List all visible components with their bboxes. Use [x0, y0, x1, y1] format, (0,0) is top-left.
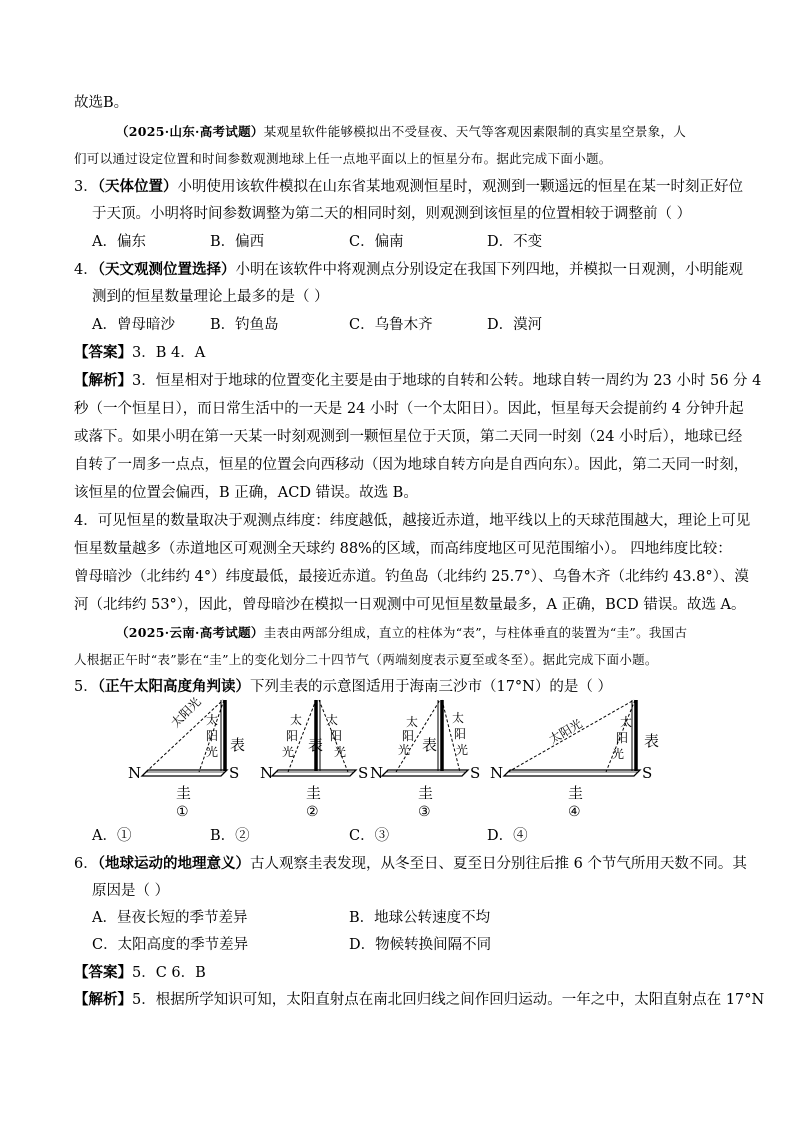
- svg-text:太阳光: 太阳光: [546, 716, 585, 747]
- svg-text:太: 太: [620, 715, 633, 729]
- passage-intro-1-cont: 们可以通过设定位置和时间参数观测地球上任一点地平面以上的恒星分布。据此完成下面小题。: [74, 151, 612, 166]
- svg-text:S: S: [642, 764, 653, 782]
- question-3-cont: 于天顶。小明将时间参数调整为第二天的相同时刻，则观测到该恒星的位置相较于调整前（ ）: [92, 206, 692, 222]
- passage-intro-1: （2025·山东·高考试题）某观星软件能够模拟出不受昼夜、天气等客观因素限制的真实星空景象，人: [116, 124, 687, 139]
- option-3a[interactable]: A．偏东: [92, 234, 146, 250]
- sunlight-label: 太阳光: [168, 694, 204, 731]
- analysis-line: 该恒星的位置会偏西，B 正确，ACD 错误。故选 B。: [74, 485, 418, 501]
- option-3b[interactable]: B．偏西: [210, 234, 265, 250]
- option-4c[interactable]: C．乌鲁木齐: [349, 317, 433, 333]
- analysis-2: 【解析】5．根据所学知识可知，太阳直射点在南北回归线之间作回归运动。一年之中，太阳直射点在 17°N: [74, 991, 765, 1008]
- question-4-cont: 测到的恒星数量理论上最多的是（ ）: [92, 289, 329, 305]
- gnomon-figure-3: [370, 700, 480, 820]
- svg-text:阳: 阳: [286, 729, 299, 743]
- option-4b[interactable]: B．钓鱼岛: [210, 317, 279, 333]
- analysis-line: 或落下。如果小明在第一天某一时刻观测到一颗恒星位于天顶，第二天同一时刻（24 小时后），地球已经: [74, 429, 743, 445]
- question-6-cont: 原因是（ ）: [92, 883, 170, 899]
- svg-text:S: S: [229, 764, 240, 782]
- answer-1: 【答案】3．B 4．A: [74, 344, 206, 361]
- svg-text:④: ④: [568, 804, 581, 820]
- svg-text:太: 太: [290, 713, 303, 727]
- svg-text:阳: 阳: [402, 729, 415, 743]
- analysis-line: 秒（一个恒星日），而日常生活中的一天是 24 小时（一个太阳日）。因此，恒星每天会提前约 4 分钟升起: [74, 401, 744, 417]
- option-5d[interactable]: D．④: [487, 828, 528, 844]
- analysis-line: 河（北纬约 53°），因此，曾母暗沙在模拟一日观测中可见恒星数量最多，A 正确，BCD 错误。故选 A。: [74, 597, 746, 613]
- option-4d[interactable]: D．漠河: [487, 317, 543, 333]
- option-3c[interactable]: C．偏南: [349, 234, 404, 250]
- question-6: 6．（地球运动的地理意义）古人观察圭表发现，从冬至日、夏至日分别往后推 6 个节气所用天数不同。其: [74, 855, 747, 872]
- passage-intro-2-cont: 人根据正午时“表”影在“圭”上的变化划分二十四节气（两端刻度表示夏至或冬至）。据此完成下面小题。: [74, 652, 658, 667]
- svg-text:光: 光: [282, 745, 295, 759]
- passage-intro-2: （2025·云南·高考试题）圭表由两部分组成，直立的柱体为“表”，与柱体垂直的装置为“圭”。我国古: [116, 625, 688, 640]
- svg-text:S: S: [470, 764, 481, 782]
- svg-text:②: ②: [306, 804, 319, 820]
- conclusion-text: 故选B。: [74, 95, 129, 111]
- svg-text:太: 太: [206, 713, 219, 727]
- svg-text:阳: 阳: [206, 729, 219, 743]
- option-4a[interactable]: A．曾母暗沙: [92, 317, 175, 333]
- svg-text:光: 光: [206, 745, 219, 759]
- option-6b[interactable]: B．地球公转速度不均: [349, 910, 491, 926]
- question-tag: （地球运动的地理意义）: [97, 855, 250, 872]
- svg-text:表: 表: [308, 736, 324, 754]
- analysis-1: 【解析】3．恒星相对于地球的位置变化主要是由于地球的自转和公转。地球自转一周约为 23 小时 56 分 4: [74, 372, 762, 389]
- svg-text:光: 光: [456, 743, 469, 757]
- svg-text:阳: 阳: [330, 729, 343, 743]
- svg-text:③: ③: [418, 804, 431, 820]
- question-tag: （天体位置）: [97, 178, 178, 195]
- gnomon-figure-1: [128, 694, 245, 820]
- svg-text:阳: 阳: [454, 727, 467, 741]
- analysis-line: 自转了一周多一点点，恒星的位置会向西移动（因为地球自转方向是自西向东）。因此，第二天同一时刻，: [74, 457, 749, 473]
- svg-text:S: S: [358, 764, 369, 782]
- svg-text:太: 太: [452, 711, 465, 725]
- svg-text:太: 太: [326, 713, 339, 727]
- gnomon-diagram: [120, 694, 700, 820]
- option-6a[interactable]: A．昼夜长短的季节差异: [92, 910, 248, 926]
- question-4: 4．（天文观测位置选择）小明在该软件中将观测点分别设定在我国下列四地，并模拟一日观测，小明能观: [74, 261, 743, 278]
- svg-text:圭: 圭: [176, 784, 192, 802]
- analysis-line: 4．可见恒星的数量取决于观测点纬度：纬度越低，越接近赤道，地平线以上的天球范围越大，理论上可见: [74, 513, 751, 529]
- source-tag: （2025·云南·高考试题）: [116, 625, 264, 640]
- question-3: 3．（天体位置）小明使用该软件模拟在山东省某地观测恒星时，观测到一颗遥远的恒星在某一时刻正好位: [74, 178, 743, 195]
- source-tag: （2025·山东·高考试题）: [116, 124, 264, 139]
- question-5: 5．（正午太阳高度角判读）下列圭表的示意图适用于海南三沙市（17°N）的是（ ）: [74, 678, 612, 695]
- svg-text:圭: 圭: [418, 784, 434, 802]
- svg-text:圭: 圭: [568, 784, 584, 802]
- question-tag: （天文观测位置选择）: [97, 261, 236, 278]
- answer-2: 【答案】5．C 6．B: [74, 964, 206, 981]
- option-6d[interactable]: D．物候转换间隔不同: [349, 937, 492, 953]
- svg-text:表: 表: [230, 736, 246, 754]
- svg-text:圭: 圭: [306, 784, 322, 802]
- option-6c[interactable]: C．太阳高度的季节差异: [92, 937, 249, 953]
- svg-text:太: 太: [406, 715, 419, 729]
- gnomon-figure-4: [490, 700, 659, 820]
- svg-text:光: 光: [398, 743, 411, 757]
- option-5b[interactable]: B．②: [210, 828, 250, 844]
- svg-text:阳: 阳: [616, 731, 629, 745]
- option-5a[interactable]: A．①: [92, 828, 132, 844]
- svg-text:光: 光: [334, 745, 347, 759]
- svg-text:表: 表: [644, 732, 660, 750]
- svg-text:N: N: [128, 764, 142, 782]
- gnomon-figure-2: [260, 700, 368, 820]
- svg-text:N: N: [370, 764, 384, 782]
- svg-text:N: N: [490, 764, 504, 782]
- svg-text:光: 光: [612, 747, 625, 761]
- svg-text:N: N: [260, 764, 274, 782]
- svg-text:表: 表: [422, 736, 438, 754]
- option-5c[interactable]: C．③: [349, 828, 390, 844]
- analysis-line: 曾母暗沙（北纬约 4°）纬度最低，最接近赤道。钓鱼岛（北纬约 25.7°）、乌鲁木齐（北纬约 43.8°）、漠: [74, 569, 749, 585]
- analysis-line: 恒星数量越多（赤道地区可观测全天球约 88%的区域，而高纬度地区可见范围缩小）。 四地纬度比较：: [74, 541, 732, 557]
- svg-text:①: ①: [176, 804, 189, 820]
- option-3d[interactable]: D．不变: [487, 234, 543, 250]
- question-tag: （正午太阳高度角判读）: [97, 678, 250, 695]
